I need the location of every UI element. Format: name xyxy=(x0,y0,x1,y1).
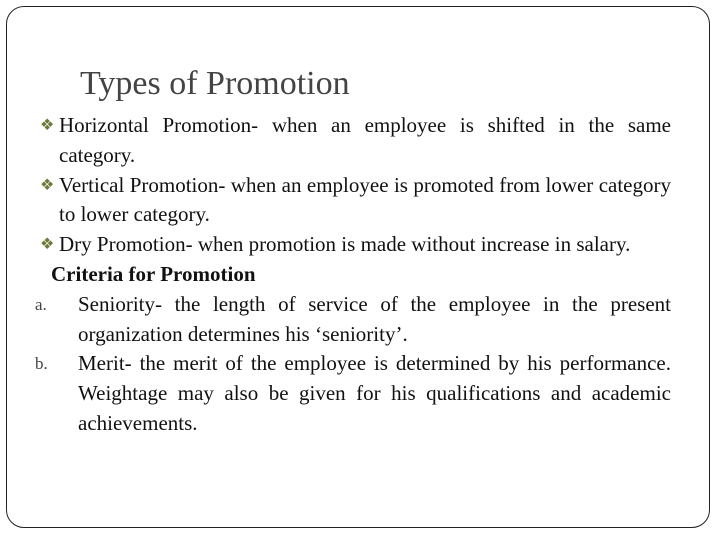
criteria-heading: Criteria for Promotion xyxy=(51,261,256,286)
bullet-item-vertical xyxy=(40,171,671,231)
diamond-bullet-icon: ❖ xyxy=(40,117,55,134)
slide-title: Types of Promotion xyxy=(80,65,350,102)
bullet-item-horizontal xyxy=(40,111,671,171)
diamond-bullet-icon: ❖ xyxy=(40,236,55,254)
bullet-text: Dry Promotion- when promotion is made without increase in salary. xyxy=(59,232,631,257)
list-marker: b. xyxy=(35,354,48,374)
bullet-item-dry xyxy=(40,230,671,260)
criteria-item-seniority xyxy=(35,290,671,350)
bullet-text: Horizontal Promotion- when an employee is shifted in the same category. xyxy=(59,113,671,167)
bullet-text: Vertical Promotion- when an employee is promoted from lower category to lower category. xyxy=(59,172,671,227)
criteria-text: Seniority- the length of service of the employee in the present organization determines his ‘seniority’. xyxy=(78,291,671,346)
list-marker: a. xyxy=(35,294,47,314)
diamond-bullet-icon: ❖ xyxy=(40,176,55,194)
criteria-text: Merit- the merit of the employee is determined by his performance. Weightage may also be given for his qualifications and academic achievements. xyxy=(78,351,671,435)
slide-content xyxy=(35,111,671,439)
criteria-item-merit xyxy=(35,349,671,438)
